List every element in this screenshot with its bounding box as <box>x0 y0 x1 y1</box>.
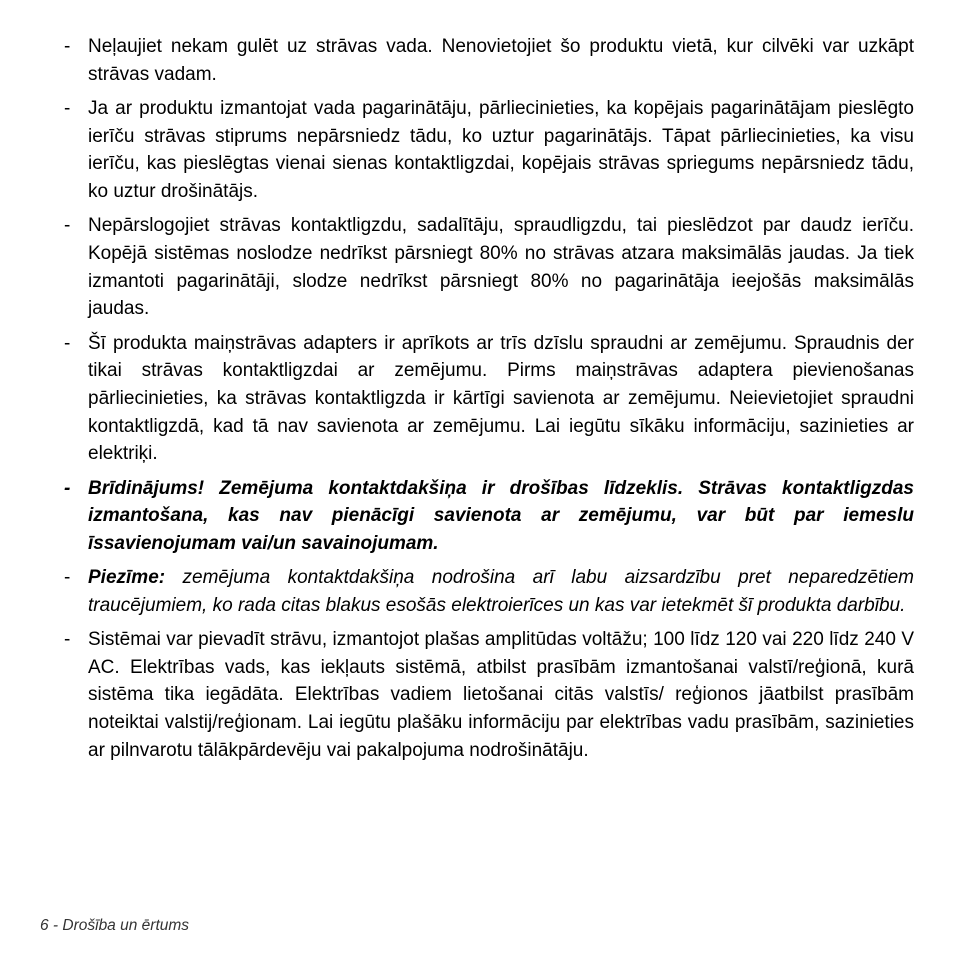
list-dash: - <box>64 36 71 57</box>
list-dash: - <box>64 332 71 354</box>
warning-item <box>60 475 914 558</box>
note-label: Piezīme: <box>88 567 166 589</box>
list-item-text: Neļaujiet nekam gulēt uz strāvas vada. Nenovietojiet šo produktu vietā, kur cilvēki var uzkāpt strāvas vadam. <box>88 36 914 85</box>
page-footer: 6 - Drošība un ērtums <box>40 917 190 934</box>
list-item-text: Sistēmai var pievadīt strāvu, izmantojot plašas amplitūdas voltāžu; 100 līdz 120 vai 220 līdz 240 V AC. Elektrības vads, kas iekļauts sistēmā, atbilst prasībām izmantošanai valstī/reģionā, kurā sistēma tika iegādāta. Elektrības vadiem lietošanai citās valstīs/ reģionos jāatbilst prasībām noteiktai valstij/reģionam. Lai iegūtu plašāku informāciju par elektrības vadu prasībām, sazinieties ar pilnvarotu tālākpārdevēju vai pakalpojuma nodrošinātāju. <box>88 629 914 761</box>
note-body <box>88 567 914 616</box>
list-item-text: Nepārslogojiet strāvas kontaktligzdu, sadalītāju, spraudligzdu, tai pieslēdzot par daudz ierīču. Kopējā sistēmas noslodze nedrīkst pārsniegt 80% no strāvas atzara maksimālās jaudas. Ja tiek izmantoti pagarinātāji, slodze nedrīkst pārsniegt 80% no pagarinātāja ieejošās maksimālās jaudas. <box>88 215 914 320</box>
list-item <box>60 330 914 469</box>
list-item-text: Ja ar produktu izmantojat vada pagarinātāju, pārliecinieties, ka kopējais pagarinātājam pieslēgto ierīču strāvas stiprums nepārsniedz tādu, ko uztur pagarinātājs. Tāpat pārliecinieties, ka visu ierīču, kas pieslēgtas vienai sienas kontaktligzdai, kopējais strāvas spriegums nepārsniedz tādu, ko uztur drošinātājs. <box>88 97 914 203</box>
list-dash: - <box>64 629 71 651</box>
list-item <box>60 33 914 88</box>
safety-list <box>60 33 914 771</box>
list-item <box>60 95 914 206</box>
list-item <box>60 626 914 765</box>
warning-text: Brīdinājums! Zemējuma kontaktdakšiņa ir drošības līdzeklis. Strāvas kontaktligzdas izmantošana, kas nav pienācīgi savienota ar zemējumu, var būt par iemeslu īssavienojumam vai/un savainojumam. <box>88 477 914 554</box>
list-dash: - <box>64 567 71 589</box>
list-item-text: Šī produkta maiņstrāvas adapters ir aprīkots ar trīs dzīslu spraudni ar zemējumu. Spraudnis der tikai strāvas kontaktligzdai ar zemējumu. Pirms maiņstrāvas adaptera pievienošanas pārliecinieties, ka strāvas kontaktligzda ir kārtīgi savienota ar zemējumu. Neievietojiet spraudni kontaktligzdā, kad tā nav savienota ar zemējumu. Lai iegūtu sīkāku informāciju, sazinieties ar elektriķi. <box>88 332 914 465</box>
list-dash: - <box>64 215 71 237</box>
note-item <box>60 564 914 619</box>
list-dash: - <box>64 97 71 119</box>
note-text: zemējuma kontaktdakšiņa nodrošina arī labu aizsardzību pret neparedzētiem traucējumiem, ko rada citas blakus esošās elektroierīces un kas var ietekmēt šī produkta darbību. <box>88 567 914 616</box>
list-item <box>60 212 914 323</box>
list-dash: - <box>64 477 71 499</box>
